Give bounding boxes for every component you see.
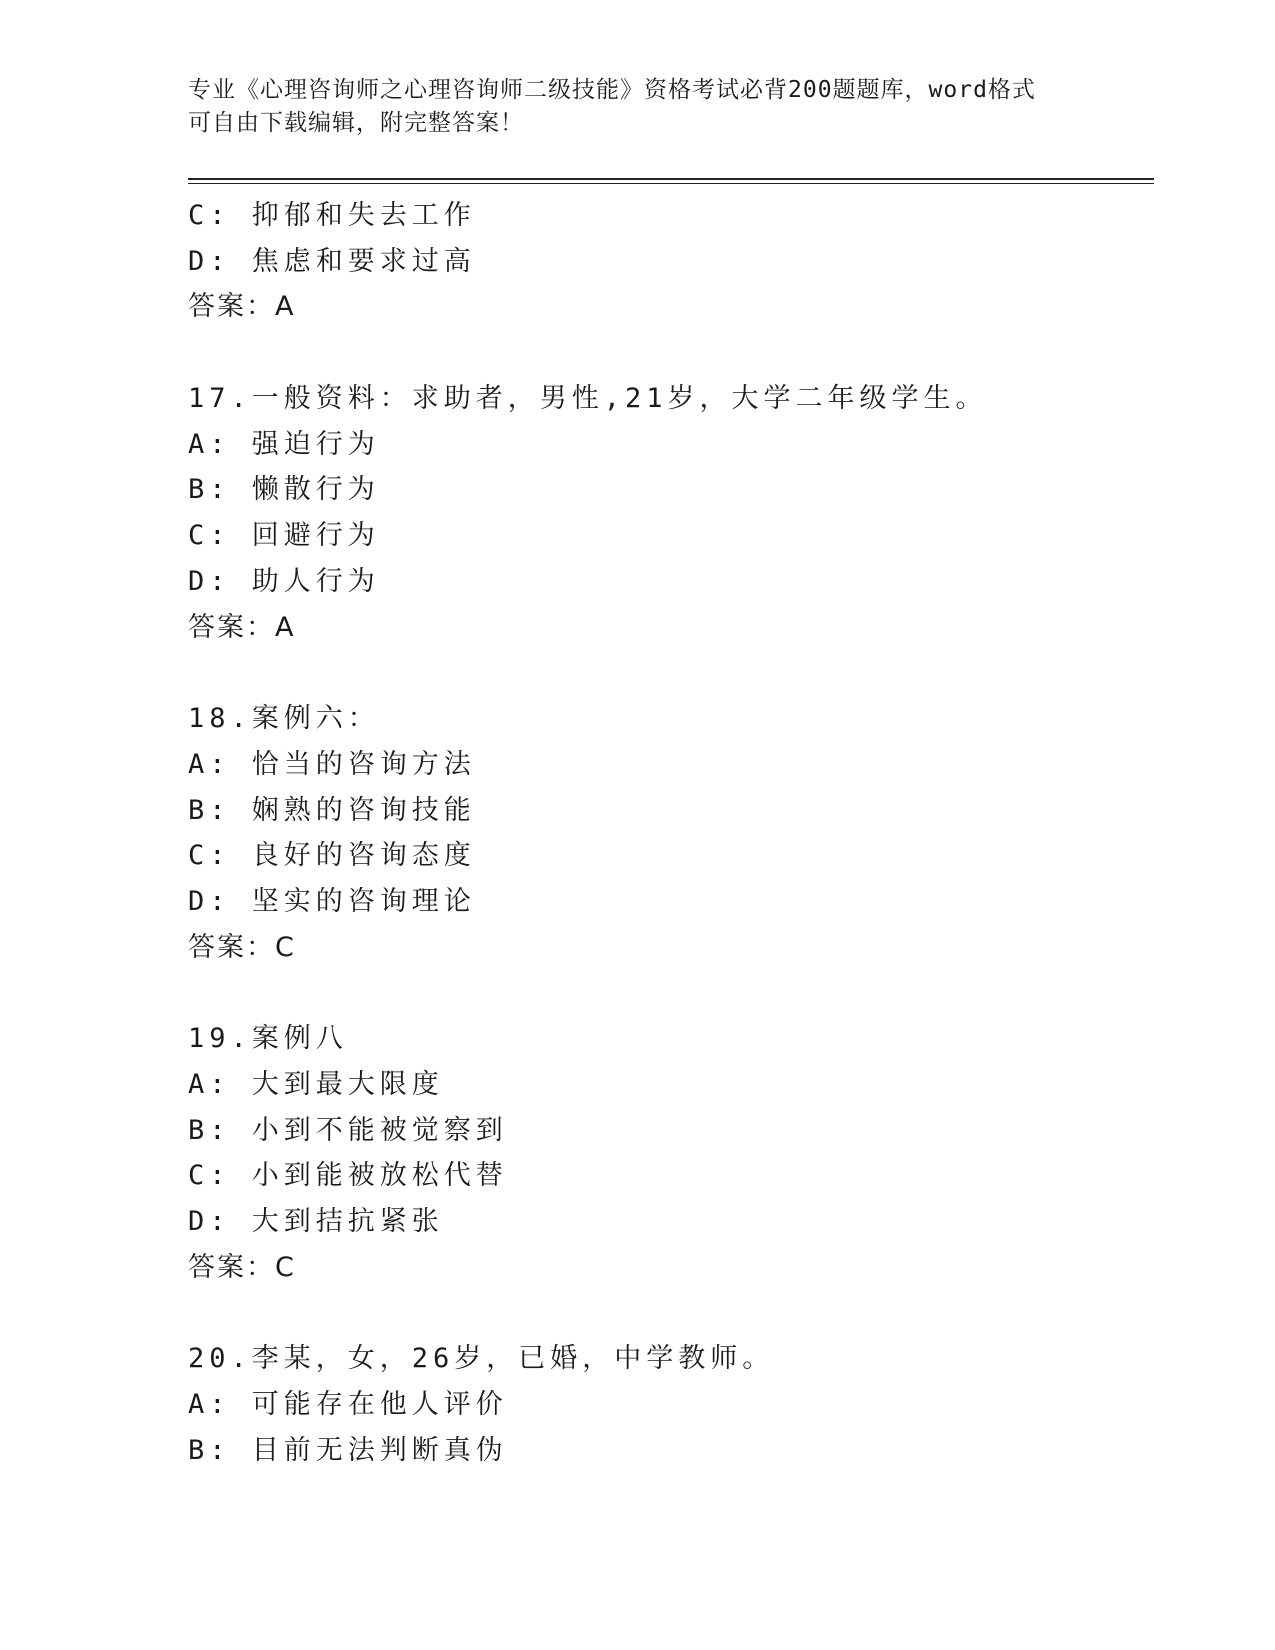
header-line-2: 可自由下载编辑，附完整答案！	[188, 110, 524, 136]
q19-option-b: B: 小到不能被觉察到	[188, 1114, 508, 1146]
q18-stem: 18.案例六：	[188, 703, 380, 735]
q17-option-c: C: 回避行为	[188, 520, 380, 552]
q16-answer: 答案：A	[188, 291, 296, 323]
header-line-1: 专业《心理咨询师之心理咨询师二级技能》资格考试必背200题题库，word格式	[188, 77, 1036, 103]
spacer	[188, 330, 1148, 376]
q16-option-c: C: 抑郁和失去工作	[188, 200, 476, 231]
q19-option-a: A: 大到最大限度	[188, 1069, 444, 1100]
question-list	[188, 193, 1148, 1474]
q16-option-d: D: 焦虑和要求过高	[188, 245, 476, 277]
q19-option-d: D: 大到拮抗紧张	[188, 1206, 444, 1238]
q17-answer: 答案：A	[188, 611, 296, 643]
q18-answer: 答案：C	[188, 931, 296, 963]
q17-option-a: A: 强迫行为	[188, 428, 380, 460]
q19-option-c: C: 小到能被放松代替	[188, 1160, 508, 1192]
q19-answer: 答案：C	[188, 1251, 296, 1283]
q20-option-b: B: 目前无法判断真伪	[188, 1434, 508, 1466]
q18-option-a: A: 恰当的咨询方法	[188, 748, 476, 780]
q20-option-a: A: 可能存在他人评价	[188, 1389, 508, 1421]
q18-option-b: B: 娴熟的咨询技能	[188, 794, 476, 826]
q18-option-d: D: 坚实的咨询理论	[188, 885, 476, 917]
document-header	[188, 74, 1088, 140]
q17-stem: 17.一般资料：求助者，男性,21岁，大学二年级学生。	[188, 383, 988, 415]
spacer	[188, 1290, 1148, 1336]
spacer	[188, 650, 1148, 696]
q17-option-d: D: 助人行为	[188, 565, 380, 597]
header-divider	[188, 178, 1154, 184]
q18-option-c: C: 良好的咨询态度	[188, 840, 476, 872]
q20-stem: 20.李某，女，26岁，已婚，中学教师。	[188, 1343, 775, 1375]
q19-stem: 19.案例八	[188, 1023, 348, 1055]
q17-option-b: B: 懒散行为	[188, 474, 380, 506]
spacer	[188, 970, 1148, 1016]
